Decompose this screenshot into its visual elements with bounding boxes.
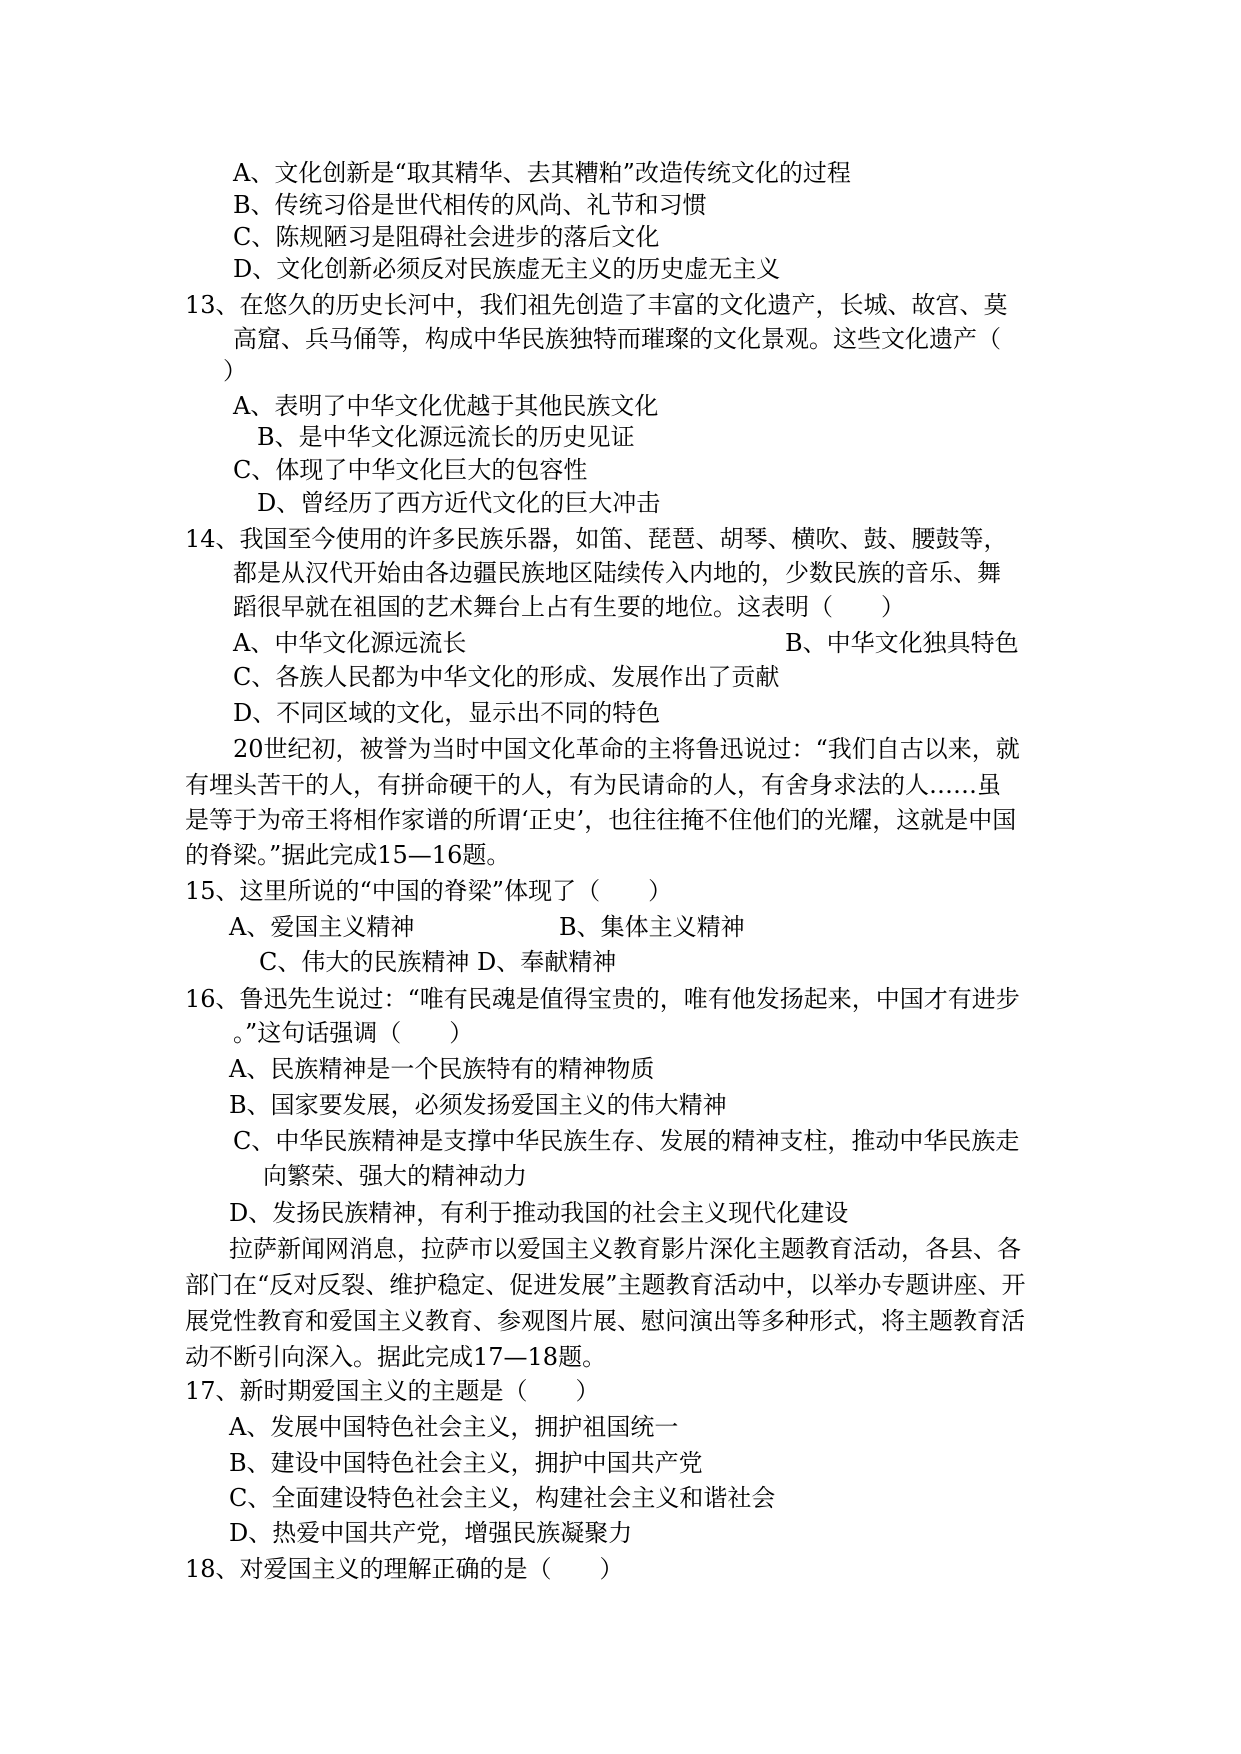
q16-option-c-line1: C、中华民族精神是支撑中华民族生存、发展的精神支柱，推动中华民族走 xyxy=(233,1127,1020,1155)
q12-option-d: D、文化创新必须反对民族虚无主义的历史虚无主义 xyxy=(233,255,781,283)
q14-option-d: D、不同区域的文化，显示出不同的特色 xyxy=(233,699,661,727)
q14-option-a: A、中华文化源远流长 xyxy=(233,629,467,657)
q12-option-b: B、传统习俗是世代相传的风尚、礼节和习惯 xyxy=(233,191,707,219)
q14-stem-line3: 蹈很早就在祖国的艺术舞台上占有生要的地位。这表明（ ） xyxy=(233,593,905,621)
q12-option-c: C、陈规陋习是阻碍社会进步的落后文化 xyxy=(233,223,660,251)
passage1-line3: 是等于为帝王将相作家谱的所谓‘正史’，也往往掩不住他们的光耀，这就是中国 xyxy=(185,806,1017,834)
q14-stem-line2: 都是从汉代开始由各边疆民族地区陆续传入内地的，少数民族的音乐、舞 xyxy=(233,559,1001,587)
passage2-line1: 拉萨新闻网消息，拉萨市以爱国主义教育影片深化主题教育活动，各县、各 xyxy=(229,1235,1021,1263)
passage2-line4: 动不断引向深入。据此完成17—18题。 xyxy=(185,1343,607,1371)
q16-option-b: B、国家要发展，必须发扬爱国主义的伟大精神 xyxy=(229,1091,727,1119)
q13-stem-line2: 高窟、兵马俑等，构成中华民族独特而璀璨的文化景观。这些文化遗产（ xyxy=(233,325,1001,353)
q16-option-d: D、发扬民族精神，有利于推动我国的社会主义现代化建设 xyxy=(229,1199,849,1227)
q13-stem-line1: 13、在悠久的历史长河中，我们祖先创造了丰富的文化遗产，长城、故宫、莫 xyxy=(185,291,1008,319)
q17-stem: 17、新时期爱国主义的主题是（ ） xyxy=(185,1377,600,1405)
q15-stem: 15、这里所说的“中国的脊梁”体现了（ ） xyxy=(185,877,673,905)
passage2-line2: 部门在“反对反裂、维护稳定、促进发展”主题教育活动中，以举办专题讲座、开 xyxy=(185,1271,1026,1299)
q13-option-c: C、体现了中华文化巨大的包容性 xyxy=(233,456,588,484)
q15-option-b: B、集体主义精神 xyxy=(559,913,745,941)
passage1-line4: 的脊梁。”据此完成15—16题。 xyxy=(185,841,511,869)
q17-option-a: A、发展中国特色社会主义，拥护祖国统一 xyxy=(229,1413,679,1441)
q16-stem-line2: 。”这句话强调（ ） xyxy=(233,1019,474,1047)
q14-option-c: C、各族人民都为中华文化的形成、发展作出了贡献 xyxy=(233,663,780,691)
q16-option-a: A、民族精神是一个民族特有的精神物质 xyxy=(229,1055,655,1083)
q13-option-a: A、表明了中华文化优越于其他民族文化 xyxy=(233,392,659,420)
passage1-line1: 20世纪初，被誉为当时中国文化革命的主将鲁迅说过：“我们自古以来，就 xyxy=(233,735,1020,763)
q12-option-a: A、文化创新是“取其精华、去其糟粕”改造传统文化的过程 xyxy=(233,159,851,187)
q17-option-c: C、全面建设特色社会主义，构建社会主义和谐社会 xyxy=(229,1484,776,1512)
q16-option-c-line2: 向繁荣、强大的精神动力 xyxy=(263,1162,527,1190)
q15-option-a: A、爱国主义精神 xyxy=(229,913,415,941)
q15-option-cd: C、伟大的民族精神 D、奉献精神 xyxy=(259,948,617,976)
q16-stem-line1: 16、鲁迅先生说过：“唯有民魂是值得宝贵的，唯有他发扬起来，中国才有进步 xyxy=(185,985,1020,1013)
passage1-line2: 有埋头苦干的人，有拼命硬干的人，有为民请命的人，有舍身求法的人……虽 xyxy=(185,771,1001,799)
q14-stem-line1: 14、我国至今使用的许多民族乐器，如笛、琵琶、胡琴、横吹、鼓、腰鼓等， xyxy=(185,525,1008,553)
q17-option-d: D、热爱中国共产党，增强民族凝聚力 xyxy=(229,1519,633,1547)
q17-option-b: B、建设中国特色社会主义，拥护中国共产党 xyxy=(229,1449,703,1477)
q13-option-d: D、曾经历了西方近代文化的巨大冲击 xyxy=(257,489,661,517)
q13-option-b: B、是中华文化源远流长的历史见证 xyxy=(257,423,635,451)
q14-option-b: B、中华文化独具特色 xyxy=(785,629,1019,657)
passage2-line3: 展党性教育和爱国主义教育、参观图片展、慰问演出等多种形式，将主题教育活 xyxy=(185,1307,1025,1335)
q13-stem-line3: ） xyxy=(223,357,247,385)
q18-stem: 18、对爱国主义的理解正确的是（ ） xyxy=(185,1555,624,1583)
